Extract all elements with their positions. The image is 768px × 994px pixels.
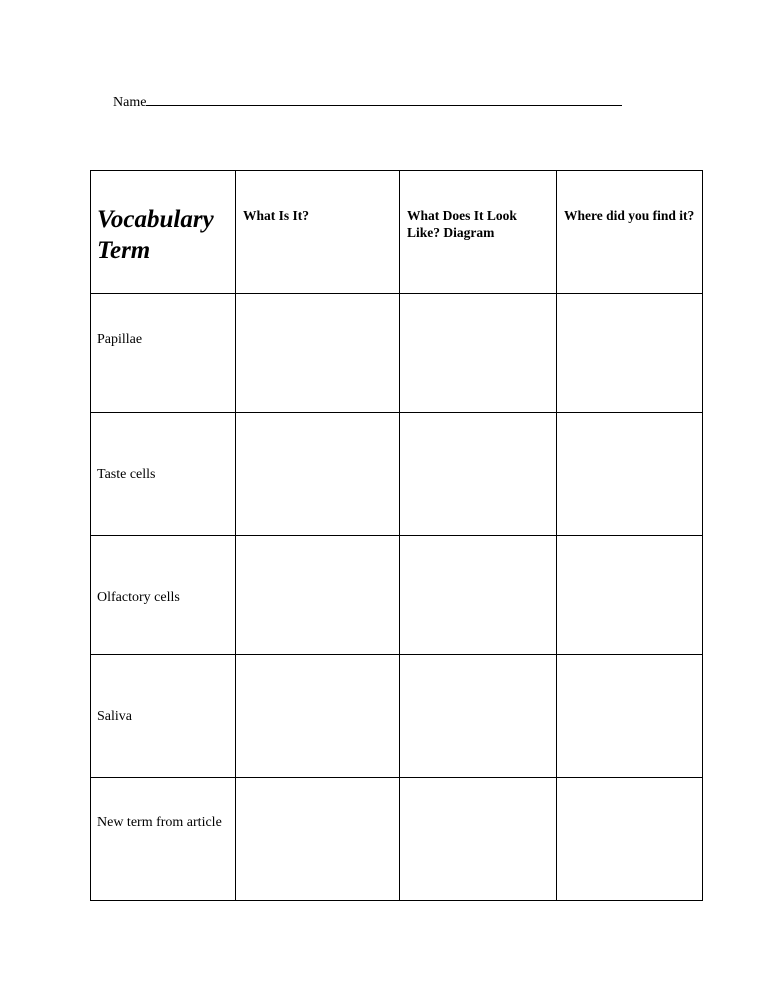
- term-cell: [91, 413, 236, 536]
- term-label: Taste cells: [97, 467, 156, 482]
- header-vocabulary-term: [91, 171, 236, 294]
- term-cell: [91, 294, 236, 413]
- term-cell: [91, 778, 236, 901]
- what-is-it-cell[interactable]: [236, 294, 400, 413]
- vocabulary-term-heading: Vocabulary Term: [97, 206, 214, 264]
- what-is-it-cell[interactable]: [236, 655, 400, 778]
- source-cell[interactable]: [557, 655, 703, 778]
- term-cell: [91, 536, 236, 655]
- vocabulary-table: [90, 170, 703, 901]
- diagram-cell[interactable]: [400, 778, 557, 901]
- source-cell[interactable]: [557, 413, 703, 536]
- table-row: [91, 536, 703, 655]
- diagram-cell[interactable]: [400, 413, 557, 536]
- source-cell[interactable]: [557, 536, 703, 655]
- source-cell[interactable]: [557, 778, 703, 901]
- name-underline[interactable]: [146, 91, 622, 106]
- table-row: [91, 778, 703, 901]
- table-row: [91, 655, 703, 778]
- header-what-does-it-look-like: [400, 171, 557, 294]
- what-is-it-cell[interactable]: [236, 413, 400, 536]
- header-where-did-you-find-it: [557, 171, 703, 294]
- term-label: Papillae: [97, 332, 143, 347]
- name-label: Name: [113, 95, 147, 110]
- diagram-cell[interactable]: [400, 655, 557, 778]
- table-header-row: [91, 171, 703, 294]
- what-is-it-heading: What Is It?: [243, 208, 310, 223]
- term-label: Saliva: [97, 709, 132, 724]
- what-does-it-look-like-heading: What Does It Look Like? Diagram: [407, 208, 517, 240]
- table-row: [91, 413, 703, 536]
- table-row: [91, 294, 703, 413]
- diagram-cell[interactable]: [400, 294, 557, 413]
- term-label: New term from article: [97, 815, 222, 830]
- diagram-cell[interactable]: [400, 536, 557, 655]
- what-is-it-cell[interactable]: [236, 536, 400, 655]
- where-did-you-find-it-heading: Where did you find it?: [564, 208, 695, 223]
- what-is-it-cell[interactable]: [236, 778, 400, 901]
- term-cell: [91, 655, 236, 778]
- name-field[interactable]: [113, 91, 622, 111]
- source-cell[interactable]: [557, 294, 703, 413]
- header-what-is-it: [236, 171, 400, 294]
- term-label: Olfactory cells: [97, 590, 180, 605]
